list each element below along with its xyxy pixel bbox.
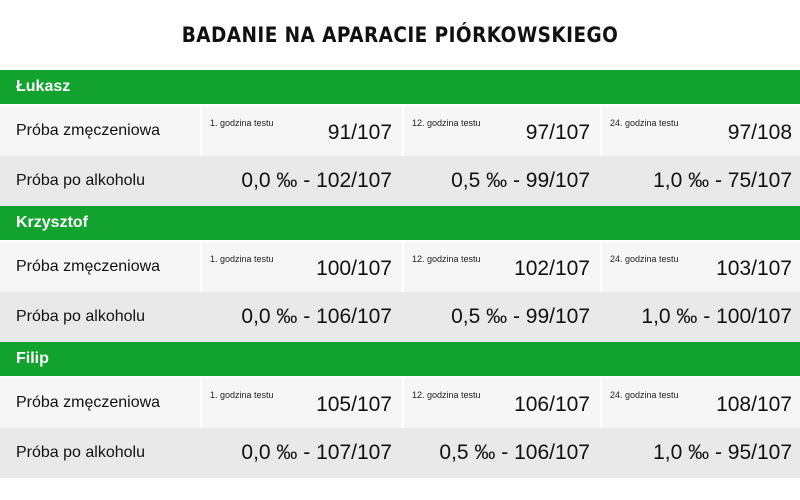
test-result-value: 106/107 (514, 393, 590, 416)
test-result-value: 102/107 (514, 257, 590, 280)
alcohol-result-value: 0,0 ‰ - 106/107 (241, 305, 392, 328)
test-hour-label: 12. godzina testu (412, 390, 481, 400)
person-header: Krzysztof (0, 206, 800, 240)
test-hour-label: 1. godzina testu (210, 390, 274, 400)
test-hour-label: 24. godzina testu (610, 118, 679, 128)
test-result-value: 108/107 (716, 393, 792, 416)
result-cell (600, 242, 800, 292)
alcohol-result-value: 1,0 ‰ - 75/107 (653, 169, 792, 192)
alcohol-result-value: 1,0 ‰ - 100/107 (641, 305, 792, 328)
result-cell (600, 106, 800, 156)
test-result-value: 100/107 (316, 257, 392, 280)
alcohol-result-value: 1,0 ‰ - 95/107 (653, 441, 792, 464)
person-section-filip (0, 342, 800, 478)
test-result-value: 97/108 (727, 121, 792, 144)
alcohol-result-value: 0,5 ‰ - 99/107 (451, 169, 590, 192)
row-label: Próba zmęczeniowa (16, 258, 161, 275)
alcohol-result-value: 0,5 ‰ - 106/107 (439, 441, 590, 464)
test-result-value: 103/107 (716, 257, 792, 280)
row-label: Próba zmęczeniowa (16, 394, 161, 411)
result-cell (600, 378, 800, 428)
person-section-krzysztof (0, 206, 800, 342)
alcohol-result-value: 0,0 ‰ - 107/107 (241, 441, 392, 464)
test-hour-label: 12. godzina testu (412, 254, 481, 264)
test-hour-label: 1. godzina testu (210, 254, 274, 264)
person-header: Łukasz (0, 70, 800, 104)
test-result-value: 105/107 (316, 393, 392, 416)
test-hour-label: 24. godzina testu (610, 390, 679, 400)
page-title: BADANIE NA APARACIE PIÓRKOWSKIEGO (181, 23, 619, 47)
result-cell (200, 106, 400, 156)
alcohol-result-value: 0,5 ‰ - 99/107 (451, 305, 590, 328)
person-section-lukasz (0, 70, 800, 206)
result-cell (402, 106, 598, 156)
fatigue-test-row (0, 106, 800, 156)
test-hour-label: 12. godzina testu (412, 118, 481, 128)
result-cell (200, 378, 400, 428)
test-result-value: 97/107 (525, 121, 590, 144)
person-header: Filip (0, 342, 800, 376)
test-result-value: 91/107 (327, 121, 392, 144)
result-cell (402, 242, 598, 292)
fatigue-test-row (0, 242, 800, 292)
row-label: Próba po alkoholu (16, 444, 145, 461)
alcohol-test-row (0, 428, 800, 478)
row-label: Próba po alkoholu (16, 308, 145, 325)
row-label: Próba zmęczeniowa (16, 122, 161, 139)
test-hour-label: 1. godzina testu (210, 118, 274, 128)
test-hour-label: 24. godzina testu (610, 254, 679, 264)
alcohol-test-row (0, 292, 800, 342)
alcohol-result-value: 0,0 ‰ - 102/107 (241, 169, 392, 192)
result-cell (402, 378, 598, 428)
fatigue-test-row (0, 378, 800, 428)
result-cell (200, 242, 400, 292)
row-label: Próba po alkoholu (16, 172, 145, 189)
alcohol-test-row (0, 156, 800, 206)
